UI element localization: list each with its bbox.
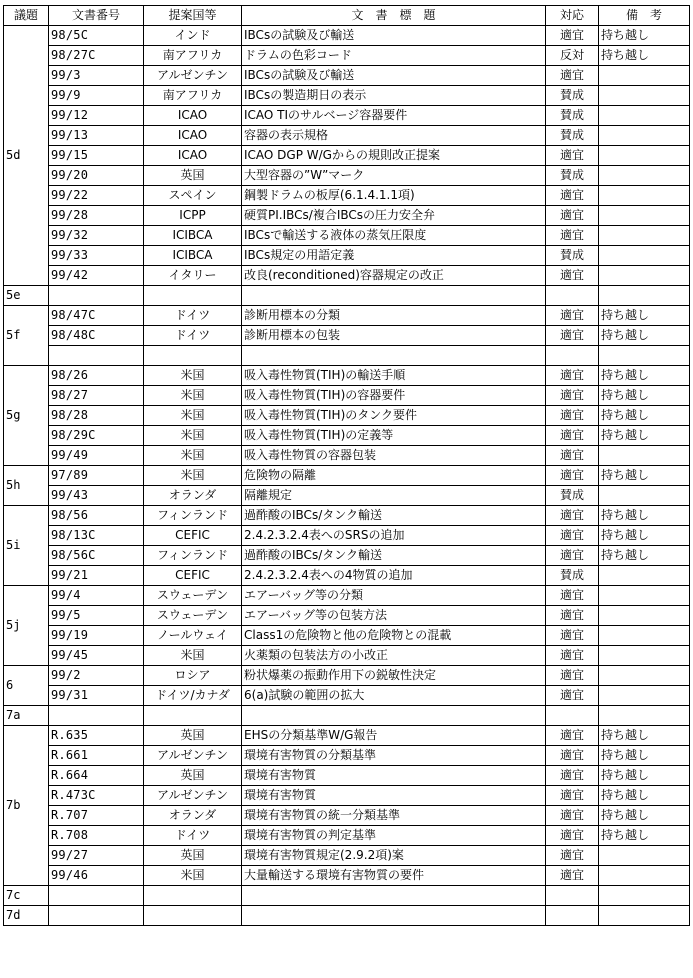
response-cell: 適宜 [546,686,599,706]
note-cell: 持ち越し [599,386,690,406]
doc-number-cell: 99/9 [49,86,144,106]
doc-number-cell: 99/12 [49,106,144,126]
document-title-cell: 鋼製ドラムの板厚(6.1.4.1.1項) [242,186,546,206]
note-cell: 持ち越し [599,506,690,526]
table-row [4,246,690,266]
country-cell: 米国 [144,366,242,386]
doc-number-cell [49,886,144,906]
table-row [4,506,690,526]
doc-number-cell: 98/27C [49,46,144,66]
response-cell: 適宜 [546,426,599,446]
doc-number-cell: 98/29C [49,426,144,446]
doc-number-cell: 98/56C [49,546,144,566]
document-title-cell: ICAO DGP W/Gからの規則改正提案 [242,146,546,166]
table-row [4,266,690,286]
table-row [4,686,690,706]
table-row [4,746,690,766]
country-cell: CEFIC [144,566,242,586]
response-cell: 適宜 [546,66,599,86]
response-cell: 適宜 [546,546,599,566]
note-cell [599,666,690,686]
document-title-cell: 危険物の隔離 [242,466,546,486]
table-row [4,86,690,106]
table-row [4,46,690,66]
doc-number-cell: 99/20 [49,166,144,186]
response-cell: 適宜 [546,726,599,746]
response-cell: 適宜 [546,526,599,546]
doc-number-cell [49,706,144,726]
note-cell: 持ち越し [599,366,690,386]
response-cell [546,886,599,906]
country-cell: スウェーデン [144,606,242,626]
document-title-cell: ICAO TIのサルベージ容器要件 [242,106,546,126]
document-title-cell: 吸入毒性物質(TIH)の容器要件 [242,386,546,406]
doc-number-cell: 99/13 [49,126,144,146]
document-title-cell: 環境有害物質 [242,766,546,786]
country-cell: スペイン [144,186,242,206]
note-cell [599,866,690,886]
doc-number-cell: 99/4 [49,586,144,606]
response-cell: 賛成 [546,166,599,186]
table-row [4,646,690,666]
document-title-cell [242,886,546,906]
note-cell [599,66,690,86]
document-title-cell: 環境有害物質規定(2.9.2項)案 [242,846,546,866]
country-cell [144,286,242,306]
doc-number-cell: 98/47C [49,306,144,326]
doc-number-cell [49,906,144,926]
table-row [4,586,690,606]
response-cell: 適宜 [546,206,599,226]
response-cell: 適宜 [546,306,599,326]
country-cell: アルゼンチン [144,66,242,86]
table-row [4,886,690,906]
country-cell: 米国 [144,466,242,486]
response-cell: 賛成 [546,486,599,506]
country-cell: オランダ [144,806,242,826]
document-title-cell: EHSの分類基準W/G報告 [242,726,546,746]
table-row [4,66,690,86]
document-title-cell: 吸入毒性物質(TIH)の輸送手順 [242,366,546,386]
table-row [4,726,690,746]
table-row [4,626,690,646]
document-title-cell: 粉状爆薬の振動作用下の鋭敏性決定 [242,666,546,686]
country-cell: 南アフリカ [144,86,242,106]
table-row [4,286,690,306]
document-title-cell: IBCsの試験及び輸送 [242,26,546,46]
document-title-cell [242,286,546,306]
topic-cell: 7c [4,886,49,906]
document-title-cell: IBCsの製造期日の表示 [242,86,546,106]
topic-cell: 5e [4,286,49,306]
response-cell [546,706,599,726]
note-cell [599,286,690,306]
country-cell: 米国 [144,386,242,406]
document-title-cell: 吸入毒性物質(TIH)の定義等 [242,426,546,446]
table-row [4,866,690,886]
response-cell: 適宜 [546,406,599,426]
topic-cell: 5d [4,26,49,286]
country-cell [144,906,242,926]
response-cell: 適宜 [546,786,599,806]
response-cell: 賛成 [546,86,599,106]
country-cell: イタリー [144,266,242,286]
country-cell [144,886,242,906]
note-cell: 持ち越し [599,806,690,826]
doc-number-cell: 99/5 [49,606,144,626]
response-cell: 適宜 [546,766,599,786]
response-cell: 適宜 [546,806,599,826]
note-cell: 持ち越し [599,826,690,846]
doc-number-cell: 99/2 [49,666,144,686]
note-cell [599,266,690,286]
doc-number-cell: 99/43 [49,486,144,506]
doc-number-cell: R.473C [49,786,144,806]
country-cell: スウェーデン [144,586,242,606]
note-cell [599,346,690,366]
doc-number-cell: 99/32 [49,226,144,246]
topic-cell: 7b [4,726,49,886]
doc-number-cell: 99/22 [49,186,144,206]
document-title-cell: IBCsの試験及び輸送 [242,66,546,86]
note-cell: 持ち越し [599,406,690,426]
note-cell: 持ち越し [599,526,690,546]
doc-number-cell: R.661 [49,746,144,766]
note-cell [599,706,690,726]
document-title-cell: 改良(reconditioned)容器規定の改正 [242,266,546,286]
note-cell [599,106,690,126]
table-row [4,906,690,926]
document-title-cell: 容器の表示規格 [242,126,546,146]
country-cell: オランダ [144,486,242,506]
doc-number-cell: 99/49 [49,446,144,466]
response-cell [546,346,599,366]
response-cell: 賛成 [546,246,599,266]
document-title-cell: 火薬類の包装法方の小改正 [242,646,546,666]
response-cell: 適宜 [546,26,599,46]
doc-number-cell: 99/3 [49,66,144,86]
table-row [4,326,690,346]
country-cell: 米国 [144,426,242,446]
table-row [4,426,690,446]
note-cell [599,446,690,466]
doc-number-cell [49,286,144,306]
note-cell [599,486,690,506]
response-cell: 適宜 [546,186,599,206]
table-row [4,786,690,806]
table-row [4,606,690,626]
table-row [4,306,690,326]
document-title-cell: 環境有害物質の統一分類基準 [242,806,546,826]
note-cell [599,686,690,706]
note-cell [599,186,690,206]
country-cell: フィンランド [144,506,242,526]
document-title-cell: 隔離規定 [242,486,546,506]
document-title-cell [242,346,546,366]
document-title-cell: 環境有害物質の判定基準 [242,826,546,846]
document-title-cell: IBCsで輸送する液体の蒸気圧限度 [242,226,546,246]
country-cell: ICAO [144,126,242,146]
response-cell: 適宜 [546,466,599,486]
country-cell: ドイツ/カナダ [144,686,242,706]
table-row [4,226,690,246]
table-row [4,406,690,426]
table-row [4,566,690,586]
country-cell: ロシア [144,666,242,686]
table-row [4,466,690,486]
response-cell: 賛成 [546,106,599,126]
note-cell: 持ち越し [599,466,690,486]
topic-cell: 5i [4,506,49,586]
note-cell [599,606,690,626]
doc-number-cell: 98/5C [49,26,144,46]
topic-cell: 7d [4,906,49,926]
note-cell [599,626,690,646]
response-cell: 反対 [546,46,599,66]
response-cell: 適宜 [546,826,599,846]
note-cell: 持ち越し [599,306,690,326]
note-cell [599,86,690,106]
doc-number-cell: 99/15 [49,146,144,166]
doc-number-cell: 99/31 [49,686,144,706]
note-cell: 持ち越し [599,46,690,66]
table-row [4,826,690,846]
table-row [4,806,690,826]
document-title-cell: 硬質PI.IBCs/複合IBCsの圧力安全弁 [242,206,546,226]
country-cell: 米国 [144,646,242,666]
document-title-cell: 大量輸送する環境有害物質の要件 [242,866,546,886]
response-cell: 適宜 [546,326,599,346]
topic-cell: 5h [4,466,49,506]
note-cell [599,126,690,146]
country-cell: 英国 [144,846,242,866]
note-cell [599,166,690,186]
document-title-cell [242,706,546,726]
note-cell: 持ち越し [599,726,690,746]
document-title-cell: 過酢酸のIBCs/タンク輸送 [242,506,546,526]
response-cell: 適宜 [546,266,599,286]
document-title-cell: 環境有害物質の分類基準 [242,746,546,766]
table-row [4,846,690,866]
table-row [4,166,690,186]
table-row [4,766,690,786]
country-cell: 米国 [144,866,242,886]
doc-number-cell: 98/48C [49,326,144,346]
note-cell [599,586,690,606]
table-row [4,486,690,506]
response-cell [546,906,599,926]
response-cell: 賛成 [546,566,599,586]
doc-number-cell: 99/45 [49,646,144,666]
table-row [4,386,690,406]
country-cell: 米国 [144,406,242,426]
note-cell: 持ち越し [599,26,690,46]
note-cell [599,566,690,586]
note-cell: 持ち越し [599,786,690,806]
document-title-cell: 環境有害物質 [242,786,546,806]
table-row [4,706,690,726]
response-cell: 適宜 [546,666,599,686]
header-row [4,6,690,26]
table-row [4,666,690,686]
doc-number-cell: R.635 [49,726,144,746]
document-title-cell: 2.4.2.3.2.4表へのSRSの追加 [242,526,546,546]
table-row [4,526,690,546]
note-cell: 持ち越し [599,746,690,766]
table-row [4,26,690,46]
header-topic: 議題 [4,6,49,26]
table-row [4,346,690,366]
response-cell: 適宜 [546,586,599,606]
response-cell: 適宜 [546,386,599,406]
response-cell: 適宜 [546,366,599,386]
document-title-cell: 2.4.2.3.2.4表への4物質の追加 [242,566,546,586]
topic-cell: 5j [4,586,49,666]
response-cell: 適宜 [546,626,599,646]
country-cell [144,346,242,366]
doc-number-cell: 99/19 [49,626,144,646]
document-title-cell: 過酢酸のIBCs/タンク輸送 [242,546,546,566]
topic-cell: 6 [4,666,49,706]
doc-number-cell: 98/28 [49,406,144,426]
header-country: 提案国等 [144,6,242,26]
doc-number-cell: 98/13C [49,526,144,546]
response-cell: 適宜 [546,226,599,246]
note-cell [599,246,690,266]
document-title-cell [242,906,546,926]
document-title-cell: 吸入毒性物質(TIH)のタンク要件 [242,406,546,426]
note-cell: 持ち越し [599,766,690,786]
country-cell: アルゼンチン [144,746,242,766]
country-cell: ICAO [144,146,242,166]
document-title-cell: Class1の危険物と他の危険物との混載 [242,626,546,646]
doc-number-cell: 98/26 [49,366,144,386]
header-response: 対応 [546,6,599,26]
country-cell: ドイツ [144,306,242,326]
response-cell: 適宜 [546,146,599,166]
response-cell: 適宜 [546,746,599,766]
doc-number-cell: 98/27 [49,386,144,406]
agenda-document-table [3,5,690,926]
document-title-cell: 診断用標本の分類 [242,306,546,326]
doc-number-cell: 99/21 [49,566,144,586]
note-cell: 持ち越し [599,426,690,446]
note-cell [599,886,690,906]
country-cell: アルゼンチン [144,786,242,806]
response-cell: 適宜 [546,506,599,526]
table-row [4,546,690,566]
table-row [4,126,690,146]
response-cell: 適宜 [546,846,599,866]
doc-number-cell: R.708 [49,826,144,846]
table-row [4,106,690,126]
note-cell: 持ち越し [599,326,690,346]
table-row [4,146,690,166]
country-cell: ドイツ [144,826,242,846]
topic-cell: 5f [4,306,49,366]
table-row [4,206,690,226]
table-row [4,446,690,466]
doc-number-cell: 99/33 [49,246,144,266]
country-cell: フィンランド [144,546,242,566]
note-cell [599,846,690,866]
document-title-cell: ドラムの色彩コード [242,46,546,66]
note-cell [599,146,690,166]
doc-number-cell: 98/56 [49,506,144,526]
document-title-cell: 診断用標本の包装 [242,326,546,346]
doc-number-cell: 99/27 [49,846,144,866]
topic-cell: 7a [4,706,49,726]
document-title-cell: エアーバッグ等の包装方法 [242,606,546,626]
doc-number-cell: 97/89 [49,466,144,486]
doc-number-cell [49,346,144,366]
document-title-cell: 大型容器の”W”マーク [242,166,546,186]
note-cell [599,906,690,926]
doc-number-cell: 99/46 [49,866,144,886]
country-cell: 南アフリカ [144,46,242,66]
country-cell: 英国 [144,766,242,786]
response-cell: 適宜 [546,646,599,666]
header-title: 文 書 標 題 [242,6,546,26]
response-cell: 適宜 [546,606,599,626]
country-cell: 米国 [144,446,242,466]
country-cell: インド [144,26,242,46]
header-note: 備 考 [599,6,690,26]
country-cell: ノールウェイ [144,626,242,646]
document-title-cell: 吸入毒性物質の容器包装 [242,446,546,466]
country-cell: ICIBCA [144,246,242,266]
document-title-cell: 6(a)試験の範囲の拡大 [242,686,546,706]
table-row [4,186,690,206]
topic-cell: 5g [4,366,49,466]
country-cell: CEFIC [144,526,242,546]
country-cell: 英国 [144,726,242,746]
header-doc-no: 文書番号 [49,6,144,26]
country-cell: ICAO [144,106,242,126]
note-cell [599,646,690,666]
note-cell [599,226,690,246]
country-cell: ICIBCA [144,226,242,246]
note-cell [599,206,690,226]
response-cell [546,286,599,306]
country-cell: ICPP [144,206,242,226]
document-title-cell: エアーバッグ等の分類 [242,586,546,606]
doc-number-cell: R.664 [49,766,144,786]
note-cell: 持ち越し [599,546,690,566]
country-cell: ドイツ [144,326,242,346]
country-cell: 英国 [144,166,242,186]
doc-number-cell: R.707 [49,806,144,826]
table-row [4,366,690,386]
doc-number-cell: 99/28 [49,206,144,226]
response-cell: 適宜 [546,446,599,466]
document-title-cell: IBCs規定の用語定義 [242,246,546,266]
response-cell: 賛成 [546,126,599,146]
doc-number-cell: 99/42 [49,266,144,286]
table-body [4,26,690,926]
response-cell: 適宜 [546,866,599,886]
country-cell [144,706,242,726]
